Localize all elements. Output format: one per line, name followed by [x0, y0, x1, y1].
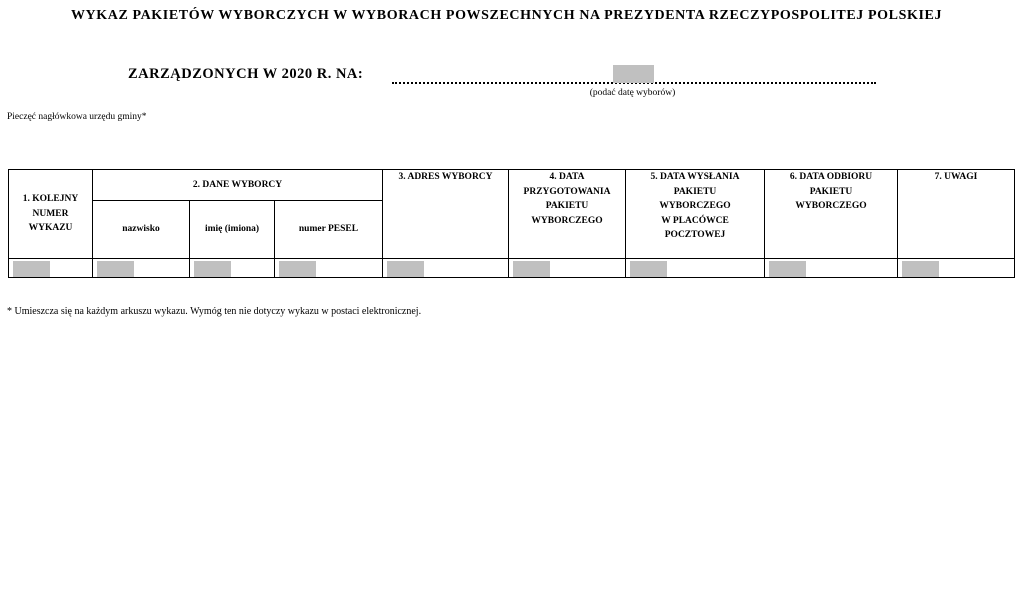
cell-pesel — [275, 259, 383, 278]
cell-surname — [93, 259, 190, 278]
surname-field[interactable] — [97, 261, 134, 277]
cell-receipt-date — [765, 259, 898, 278]
address-field[interactable] — [387, 261, 424, 277]
header-col-number: 1. KOLEJNY NUMER WYKAZU — [9, 170, 93, 259]
date-hint: (podać datę wyborów) — [589, 88, 676, 98]
header-col-voter-data: 2. DANE WYBORCY — [93, 170, 383, 201]
cell-send-date — [626, 259, 765, 278]
cell-notes — [898, 259, 1015, 278]
header-col-pesel: numer PESEL — [275, 201, 383, 259]
header-col-notes: 7. UWAGI — [898, 170, 1015, 259]
cell-address — [383, 259, 509, 278]
receipt-date-field[interactable] — [769, 261, 806, 277]
names-field[interactable] — [194, 261, 231, 277]
cell-number — [9, 259, 93, 278]
send-date-field[interactable] — [630, 261, 667, 277]
stamp-note: Pieczęć nagłówkowa urzędu gminy* — [7, 112, 147, 122]
header-col-names: imię (imiona) — [190, 201, 275, 259]
prep-date-field[interactable] — [513, 261, 550, 277]
footnote: * Umieszcza się na każdym arkuszu wykazu. Wymóg ten nie dotyczy wykazu w postaci elektronicznej. — [7, 306, 422, 317]
pesel-field[interactable] — [279, 261, 316, 277]
cell-names — [190, 259, 275, 278]
packages-table — [8, 169, 1015, 278]
number-field[interactable] — [13, 261, 50, 277]
election-date-field[interactable] — [613, 65, 654, 83]
document-subtitle: ZARZĄDZONYCH W 2020 R. NA: — [128, 66, 364, 82]
header-col-surname: nazwisko — [93, 201, 190, 259]
table-row — [9, 259, 1015, 278]
header-col-address: 3. ADRES WYBORCY — [383, 170, 509, 259]
document-title: WYKAZ PAKIETÓW WYBORCZYCH W WYBORACH POWSZECHNYCH NA PREZYDENTA RZECZYPOSPOLITEJ POLSKIEJ — [70, 8, 943, 23]
header-col-send-date: 5. DATA WYSŁANIA PAKIETU WYBORCZEGO W PLACÓWCE POCZTOWEJ — [626, 170, 765, 259]
cell-prep-date — [509, 259, 626, 278]
header-col-prep-date: 4. DATA PRZYGOTOWANIA PAKIETU WYBORCZEGO — [509, 170, 626, 259]
header-col-receipt-date: 6. DATA ODBIORU PAKIETU WYBORCZEGO — [765, 170, 898, 259]
notes-field[interactable] — [902, 261, 939, 277]
